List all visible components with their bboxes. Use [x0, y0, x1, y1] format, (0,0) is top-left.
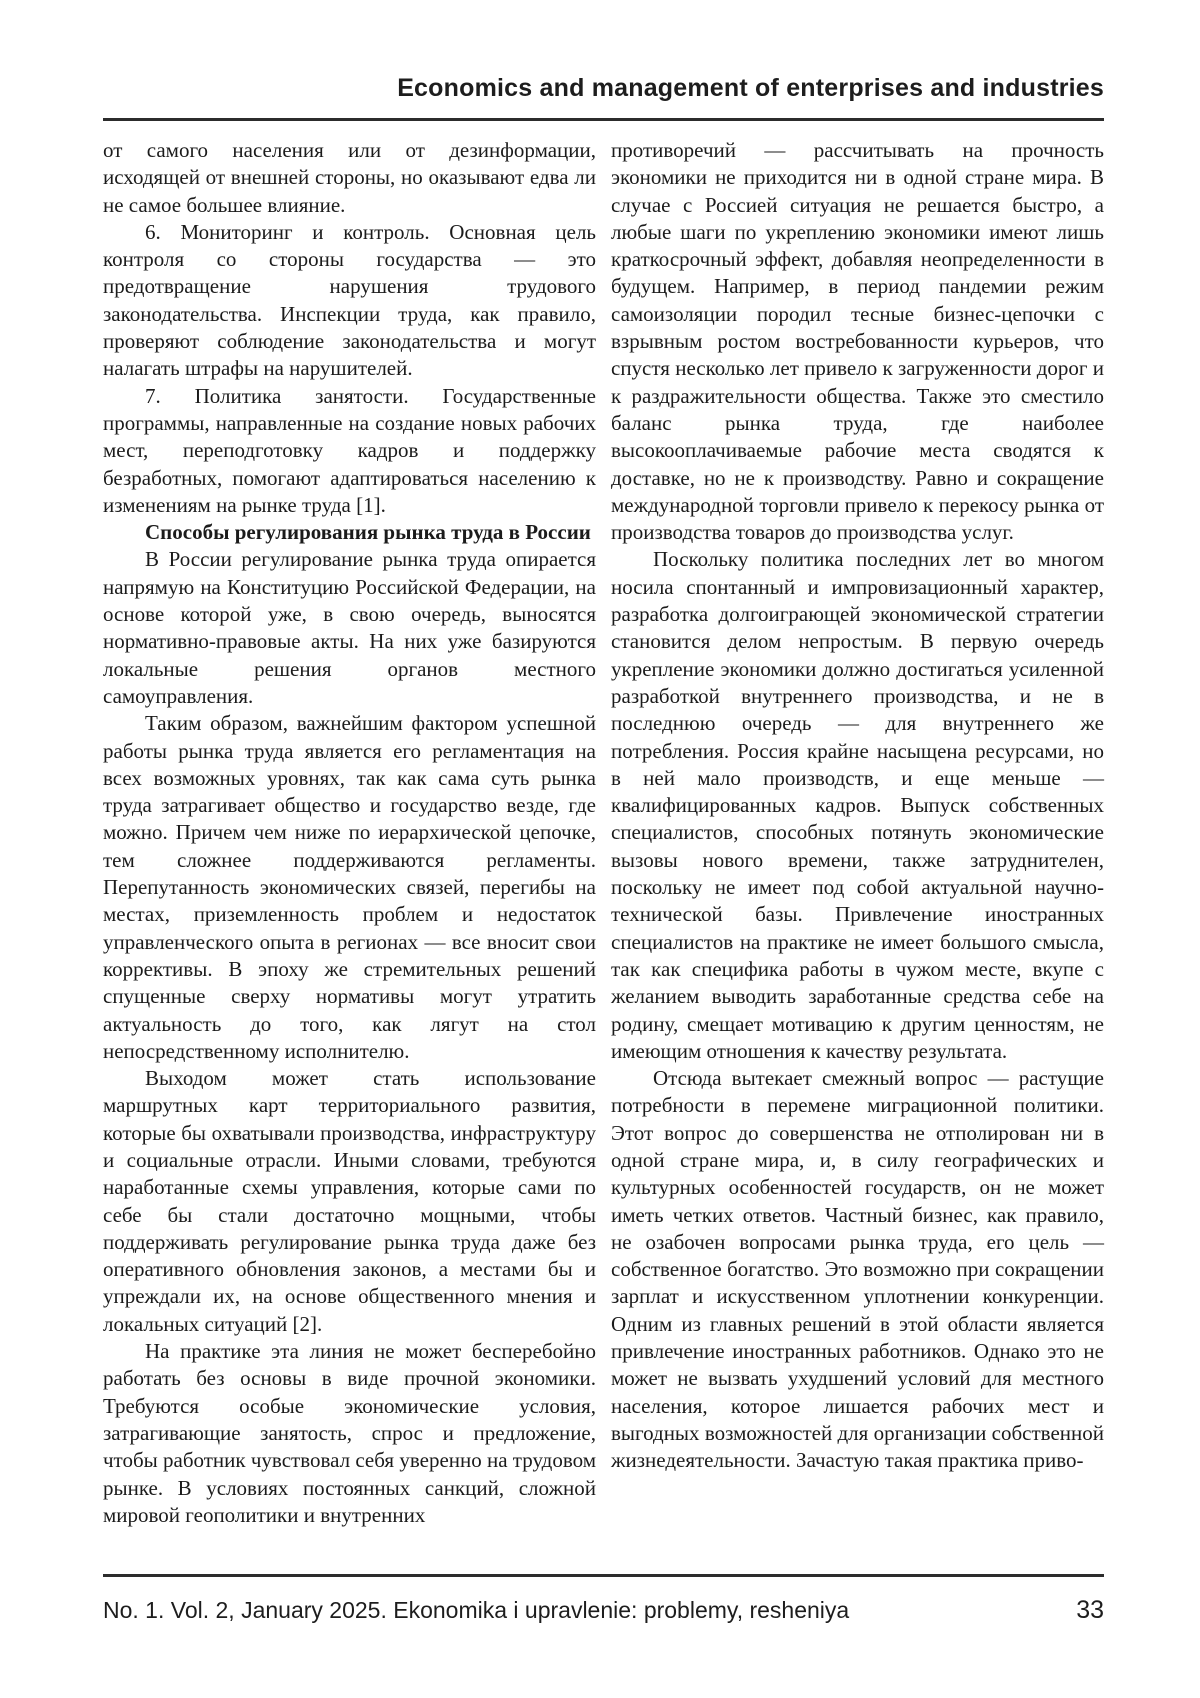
page-footer: [103, 1596, 1104, 1625]
section-heading: Способы регулирования рынка труда в России: [145, 520, 591, 545]
article-body: [103, 137, 1104, 1567]
left-column: [103, 137, 596, 1567]
paragraph: Таким образом, важнейшим фактором успешной работы рынка труда является его регламентация на всех возможных уровнях, так как сама суть рынка труда затрагивает общество и государство везде, где можно. Причем чем ниже по иерархической цепочке, тем сложнее поддерживаются регламенты. Перепутанность экономических связей, перегибы на местах, приземленность проблем и недостаток управленческого опыта в регионах — все вносит свои коррективы. В эпоху же стремительных решений спущенные сверху нормативы могут утратить актуальность до того, как лягут на стол непосредственному исполнителю.: [103, 711, 596, 1063]
paragraph: противоречий — рассчитывать на прочность экономики не приходится ни в одной стране мира. В случае с Россией ситуация не решается быстро, а любые шаги по укреплению экономики имеют лишь краткосрочный эффект, добавляя неопределенности в будущем. Например, в период пандемии режим самоизоляции породил тесные бизнес-цепочки с взрывным ростом востребованности курьеров, что спустя несколько лет привело к загруженности дорог и к раздражительности общества. Также это сместило баланс рынка труда, где наиболее высокооплачиваемые рабочие места сводятся к доставке, но не к производству. Равно и сокращение международной торговли привело к перекосу рынка от производства товаров до производства услуг.: [611, 138, 1104, 545]
footer-rule: [103, 1574, 1104, 1577]
paragraph: Поскольку политика последних лет во многом носила спонтанный и импровизационный характер, разработка долгоиграющей экономической стратегии становится делом непростым. В первую очередь укрепление экономики должно достигаться усиленной разработкой внутреннего производства, и не в последнюю очередь — для внутреннего же потребления. Россия крайне насыщена ресурсами, но в ней мало производств, и еще меньше — квалифицированных кадров. Выпуск собственных специалистов, способных потянуть экономические вызовы нового времени, также затруднителен, поскольку не имеет под собой актуальной научно-технической базы. Привлечение иностранных специалистов на практике не имеет большого смысла, так как специфика работы в чужом месте, вкупе с желанием выводить заработанные средства себе на родину, смещает мотивацию к другим ценностям, не имеющим отношения к качеству результата.: [611, 547, 1104, 1063]
paragraph: 6. Мониторинг и контроль. Основная цель контроля со стороны государства — это предотвращение нарушения трудового законодательства. Инспекции труда, как правило, проверяют соблюдение законодательства и могут налагать штрафы на нарушителей.: [103, 219, 596, 381]
paragraph: На практике эта линия не может бесперебойно работать без основы в виде прочной экономики. Требуются особые экономические условия, затрагивающие занятость, спрос и предложение, чтобы работник чувствовал себя уверенно на трудовом рынке. В условиях постоянных санкций, сложной мировой геополитики и внутренних: [103, 1339, 596, 1527]
paragraph: 7. Политика занятости. Государственные программы, направленные на создание новых рабочих мест, переподготовку кадров и поддержку безработных, помогают адаптироваться населению к изменениям на рынке труда [1].: [103, 383, 596, 517]
header-rule: [103, 118, 1104, 121]
journal-info: No. 1. Vol. 2, January 2025. Ekonomika i upravlenie: problemy, resheniya: [103, 1597, 850, 1623]
paragraph: В России регулирование рынка труда опирается напрямую на Конституцию Российской Федерации, на основе которой уже, в свою очередь, выносятся нормативно-правовые акты. На них уже базируются локальные решения органов местного самоуправления.: [103, 547, 596, 708]
paragraph: от самого населения или от дезинформации, исходящей от внешней стороны, но оказывают едва ли не самое большее влияние.: [103, 138, 596, 217]
paragraph: Выходом может стать использование маршрутных карт территориального развития, которые бы охватывали производства, инфраструктуру и социальные отрасли. Иными словами, требуются наработанные схемы управления, которые сами по себе бы стали достаточно мощными, чтобы поддерживать регулирование рынка труда даже без оперативного обновления законов, а местами бы и упреждали их, на основе общественного мнения и локальных ситуаций [2].: [103, 1066, 596, 1336]
right-column: [611, 137, 1104, 1567]
page-number: 33: [1076, 1596, 1104, 1624]
paragraph: Отсюда вытекает смежный вопрос — растущие потребности в перемене миграционной политики. Этот вопрос до совершенства не отполирован ни в одной стране мира, и, в силу географических и культурных особенностей государств, он не может иметь четких ответов. Частный бизнес, как правило, не озабочен вопросами рынка труда, его цель — собственное богатство. Это возможно при сокращении зарплат и искусственном уплотнении конкуренции. Одним из главных решений в этой области является привлечение иностранных работников. Однако это не может не вызвать ухудшений условий для местного населения, которое лишается рабочих мест и выгодных возможностей для организации собственной жизнедеятельности. Зачастую такая практика приво-: [611, 1066, 1104, 1473]
running-head: Economics and management of enterprises and industries: [397, 74, 1104, 102]
